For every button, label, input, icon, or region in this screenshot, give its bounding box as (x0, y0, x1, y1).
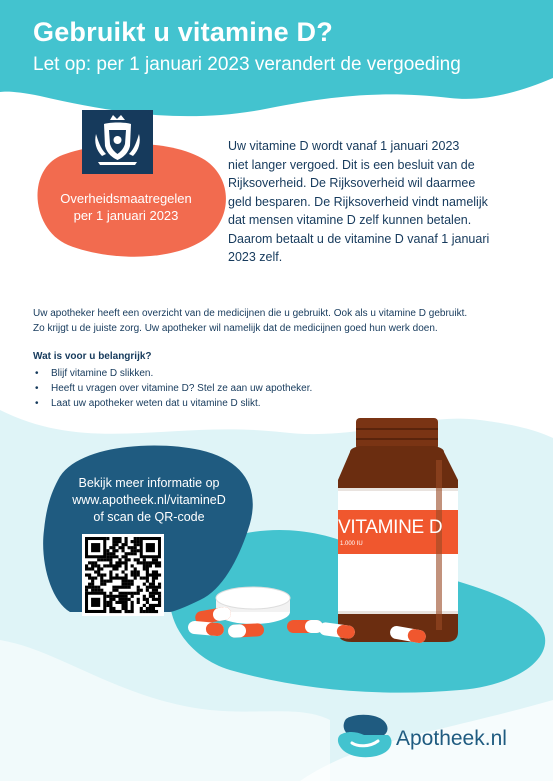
qr-code-icon[interactable] (82, 534, 164, 616)
list-item: • Blijf vitamine D slikken. (33, 366, 513, 381)
cta-line1: Bekijk meer informatie op (78, 476, 220, 490)
more-info-callout (62, 475, 236, 526)
apotheek-logo-icon[interactable] (336, 713, 394, 759)
page-subtitle: Let op: per 1 januari 2023 verandert de vergoeding (33, 54, 461, 75)
body-paragraph (33, 306, 533, 336)
intro-line: 2023 zelf. (228, 250, 283, 264)
cta-link[interactable]: www.apotheek.nl/vitamineD (72, 493, 226, 507)
dutch-government-crest-icon (82, 110, 153, 174)
page-title: Gebruikt u vitamine D? (33, 17, 333, 47)
intro-line: Uw vitamine D wordt vanaf 1 januari 2023 (228, 139, 460, 153)
important-list (33, 366, 513, 411)
body-line: Zo krijgt u de juiste zorg. Uw apotheker wil namelijk dat de medicijnen goed hun werk doen. (33, 323, 438, 334)
bottle-label: VITAMINE D (338, 517, 443, 538)
government-label-line1: Overheidsmaatregelen (60, 191, 192, 206)
bottle-sublabel: 1.000 IU (340, 541, 363, 547)
cta-line3: of scan de QR-code (93, 510, 205, 524)
list-item: • Laat uw apotheker weten dat u vitamine D slikt. (33, 396, 513, 411)
apotheek-logo-text[interactable]: Apotheek.nl (396, 727, 507, 750)
important-heading: Wat is voor u belangrijk? (33, 351, 152, 362)
intro-line: niet langer vergoed. Dit is een besluit van de (228, 157, 475, 172)
government-label-line2: per 1 januari 2023 (73, 208, 179, 223)
intro-line: geld besparen. De Rijksoverheid vindt namelijk (228, 194, 488, 209)
government-measures-label (38, 190, 214, 224)
intro-line: Daarom betaalt u de vitamine D vanaf 1 januari (228, 231, 490, 246)
body-line: Uw apotheker heeft een overzicht van de medicijnen die u gebruikt. Ook als u vitamine D gebruikt. (33, 308, 468, 319)
intro-line: Rijksoverheid. De Rijksoverheid wil daarmee (228, 176, 476, 190)
list-item: • Heeft u vragen over vitamine D? Stel ze aan uw apotheker. (33, 381, 513, 396)
intro-paragraph (228, 137, 528, 267)
intro-line: dat mensen vitamine D zelf kunnen betalen. (228, 213, 472, 227)
